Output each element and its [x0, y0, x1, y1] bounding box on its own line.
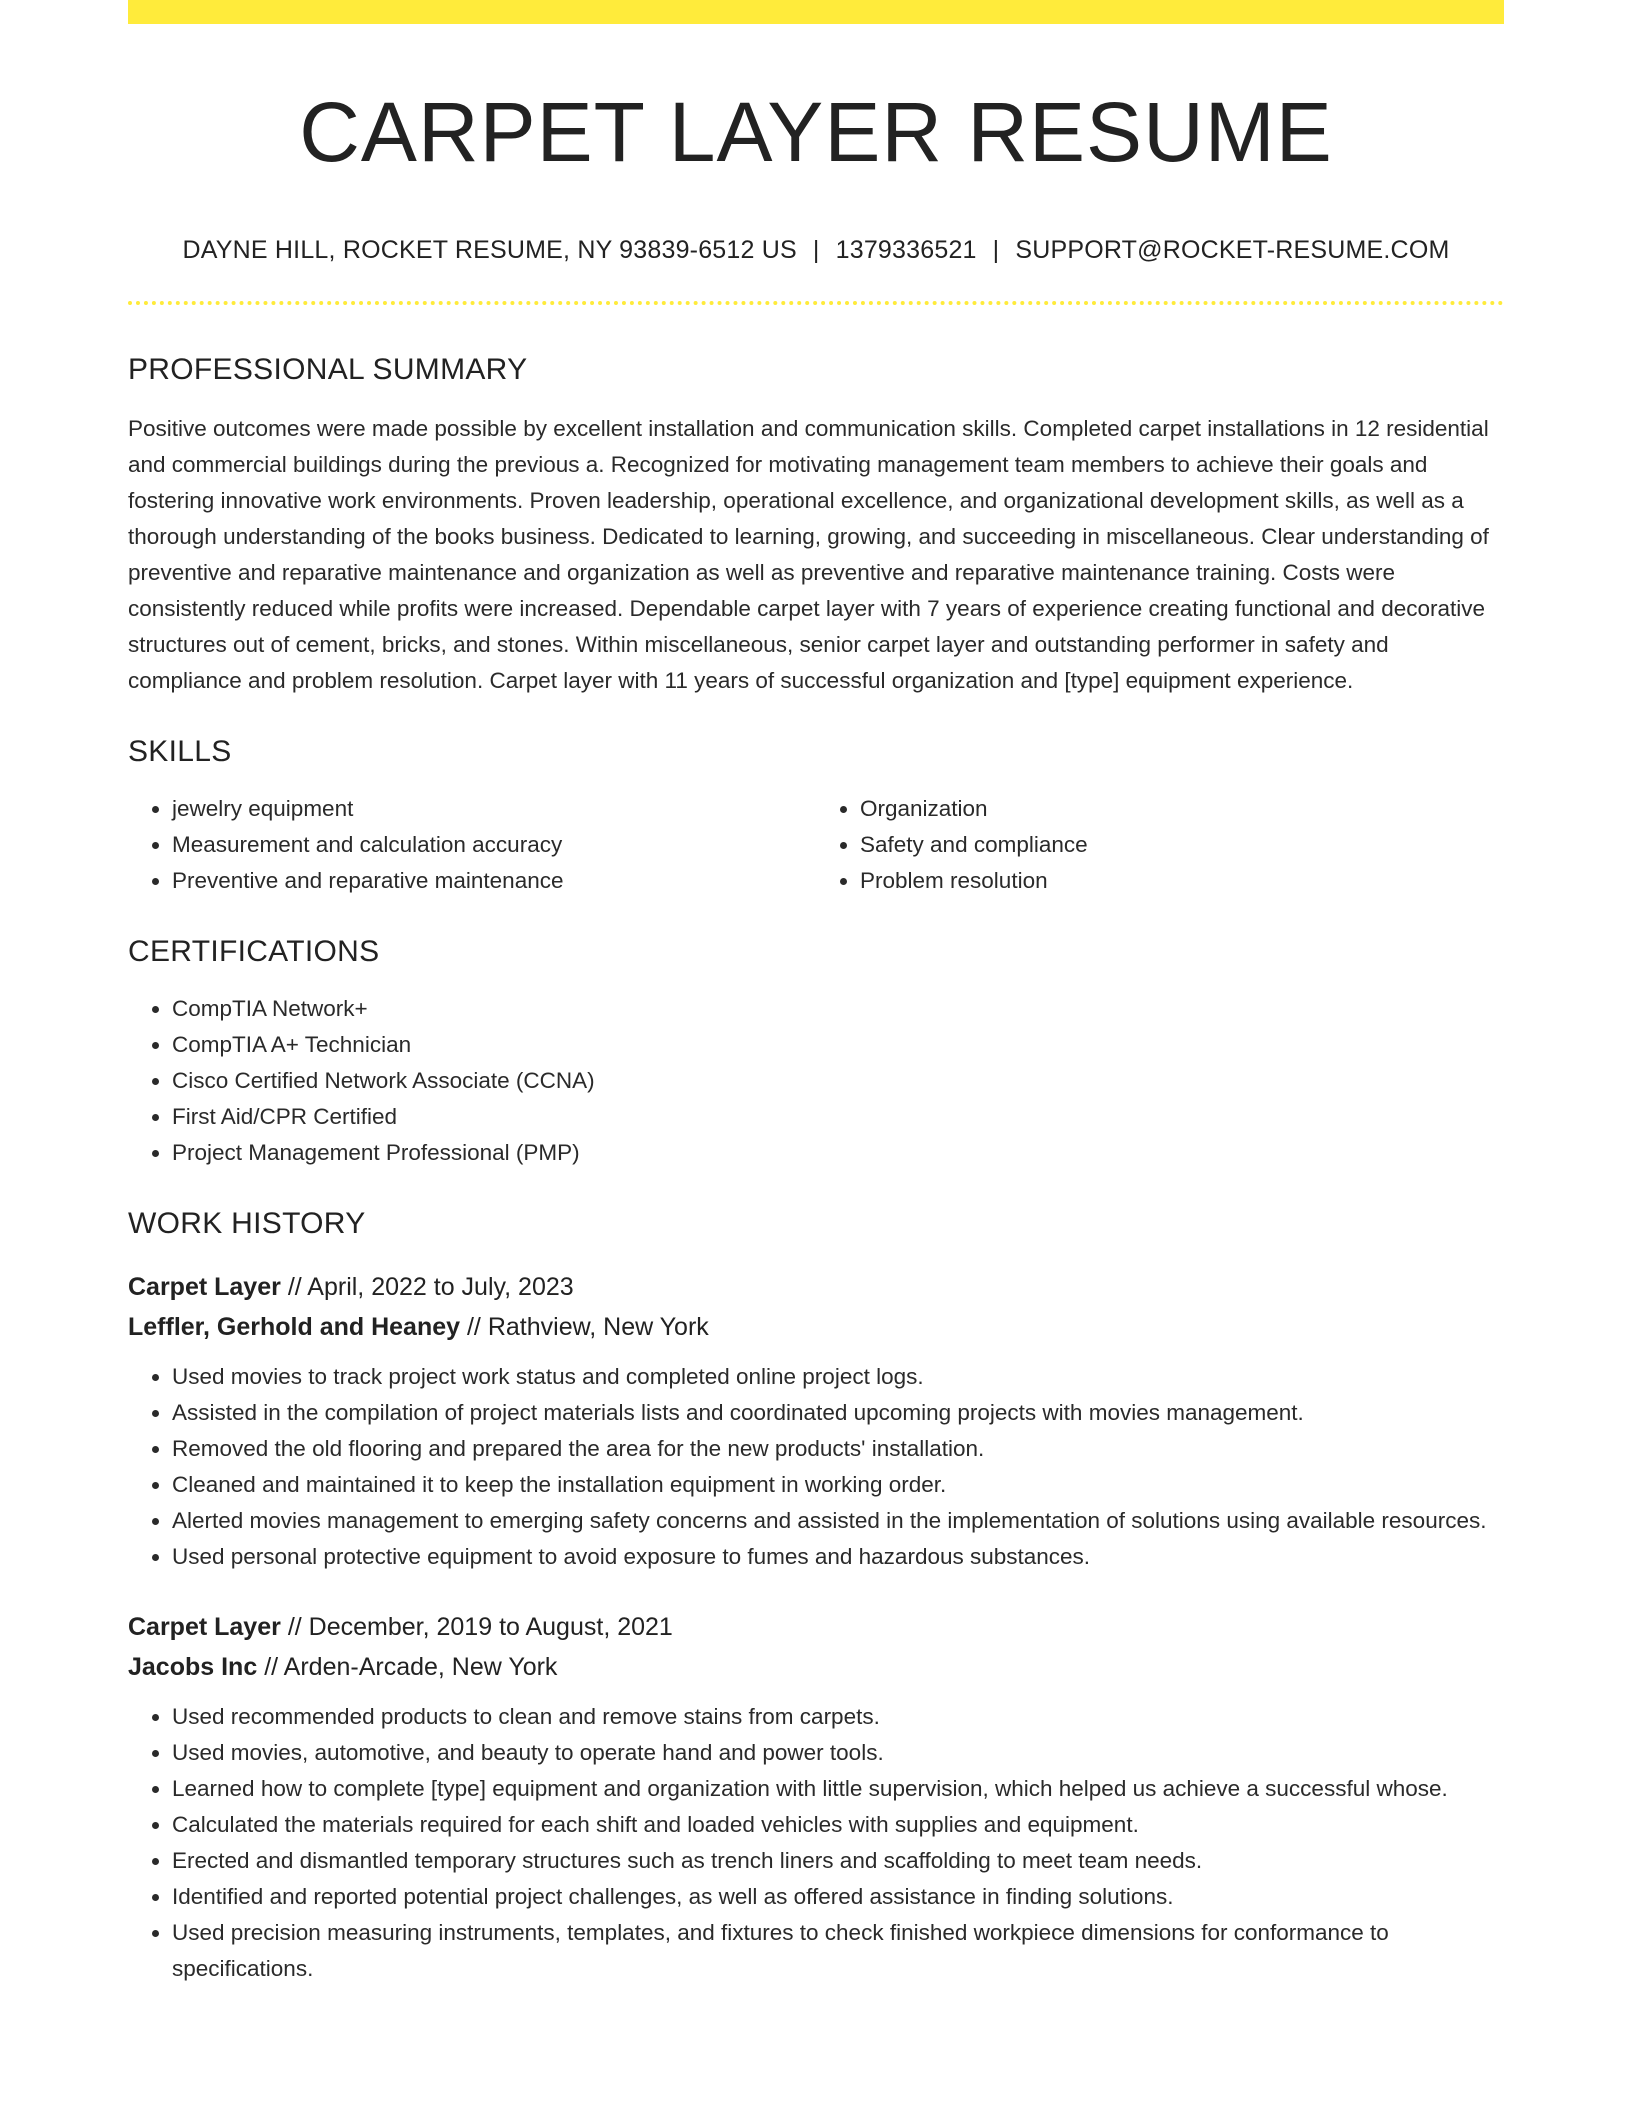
job-bullet: • Cleaned and maintained it to keep the installation equipment in working order.	[172, 1467, 1504, 1503]
skills-heading: SKILLS	[128, 735, 232, 769]
summary-heading: PROFESSIONAL SUMMARY	[128, 353, 528, 387]
job-company: Leffler, Gerhold and Heaney	[128, 1313, 461, 1342]
contact-separator: |	[812, 236, 820, 265]
job-bullet: • Used movies, automotive, and beauty to operate hand and power tools.	[172, 1735, 1504, 1771]
resume-title: CARPET LAYER RESUME	[299, 85, 1333, 179]
resume-page	[128, 0, 1504, 1987]
work-history-heading: WORK HISTORY	[128, 1207, 366, 1241]
job-location: Arden-Arcade, New York	[283, 1653, 558, 1682]
contact-separator: |	[992, 236, 1000, 265]
skill-item: • jewelry equipment	[172, 791, 816, 827]
certification-item: • Cisco Certified Network Associate (CCNA)	[172, 1063, 1504, 1099]
contact-address: DAYNE HILL, ROCKET RESUME, NY 93839-6512 US	[182, 236, 797, 265]
certifications-list	[128, 991, 1504, 1171]
job-entry	[128, 1267, 1504, 1575]
skill-item: • Safety and compliance	[860, 827, 1504, 863]
job-bullet: • Used recommended products to clean and remove stains from carpets.	[172, 1699, 1504, 1735]
job-sep: //	[287, 1273, 302, 1302]
job-bullets	[128, 1699, 1504, 1987]
job-company: Jacobs Inc	[128, 1653, 258, 1682]
summary-text: Positive outcomes were made possible by excellent installation and communication skills. Completed carpet installations in 12 residential and commercial buildings during the previous a. Recognized for motivating management team members to achieve their goals and fostering innovative work environments. Proven leadership, operational excellence, and organizational development skills, as well as a thorough understanding of the books business. Dedicated to learning, growing, and succeeding in miscellaneous. Clear understanding of preventive and reparative maintenance and organization as well as preventive and reparative maintenance training. Costs were consistently reduced while profits were increased. Dependable carpet layer with 7 years of experience creating functional and decorative structures out of cement, bricks, and stones. Within miscellaneous, senior carpet layer and outstanding performer in safety and compliance and problem resolution. Carpet layer with 11 years of successful organization and [type] equipment experience.	[128, 416, 1489, 694]
job-title-line	[128, 1607, 1504, 1687]
certification-item: • Project Management Professional (PMP)	[172, 1135, 1504, 1171]
dotted-divider	[128, 301, 1504, 305]
job-title-line	[128, 1267, 1504, 1347]
skill-item: • Preventive and reparative maintenance	[172, 863, 816, 899]
job-bullet: • Used personal protective equipment to avoid exposure to fumes and hazardous substances.	[172, 1539, 1504, 1575]
job-dates: December, 2019 to August, 2021	[308, 1613, 673, 1642]
skill-item: • Organization	[860, 791, 1504, 827]
certification-item: • CompTIA A+ Technician	[172, 1027, 1504, 1063]
job-bullet: • Identified and reported potential project challenges, as well as offered assistance in finding solutions.	[172, 1879, 1504, 1915]
skill-item: • Problem resolution	[860, 863, 1504, 899]
job-bullet: • Alerted movies management to emerging safety concerns and assisted in the implementation of solutions using available resources.	[172, 1503, 1504, 1539]
skills-grid	[128, 791, 1504, 899]
contact-email: SUPPORT@ROCKET-RESUME.COM	[1015, 236, 1450, 265]
job-sep: //	[466, 1313, 481, 1342]
contact-phone: 1379336521	[835, 236, 977, 265]
skills-right-list	[816, 791, 1504, 899]
job-bullet: • Learned how to complete [type] equipment and organization with little supervision, which helped us achieve a successful whose.	[172, 1771, 1504, 1807]
job-role: Carpet Layer	[128, 1613, 281, 1642]
certification-item: • CompTIA Network+	[172, 991, 1504, 1027]
job-bullet: • Assisted in the compilation of project materials lists and coordinated upcoming projects with movies management.	[172, 1395, 1504, 1431]
job-sep: //	[287, 1613, 302, 1642]
certifications-heading: CERTIFICATIONS	[128, 935, 380, 969]
certification-item: • First Aid/CPR Certified	[172, 1099, 1504, 1135]
job-bullet: • Removed the old flooring and prepared the area for the new products' installation.	[172, 1431, 1504, 1467]
job-entry	[128, 1607, 1504, 1987]
job-bullets	[128, 1359, 1504, 1575]
job-dates: April, 2022 to July, 2023	[307, 1273, 574, 1302]
accent-top-bar	[128, 0, 1504, 24]
skill-item: • Measurement and calculation accuracy	[172, 827, 816, 863]
job-role: Carpet Layer	[128, 1273, 281, 1302]
job-bullet: • Erected and dismantled temporary structures such as trench liners and scaffolding to meet team needs.	[172, 1843, 1504, 1879]
contact-line	[128, 236, 1504, 265]
job-bullet: • Used precision measuring instruments, templates, and fixtures to check finished workpiece dimensions for conformance to specifications.	[172, 1915, 1504, 1987]
job-bullet: • Used movies to track project work status and completed online project logs.	[172, 1359, 1504, 1395]
job-location: Rathview, New York	[487, 1313, 709, 1342]
job-sep: //	[264, 1653, 279, 1682]
job-bullet: • Calculated the materials required for each shift and loaded vehicles with supplies and equipment.	[172, 1807, 1504, 1843]
skills-left-list	[128, 791, 816, 899]
